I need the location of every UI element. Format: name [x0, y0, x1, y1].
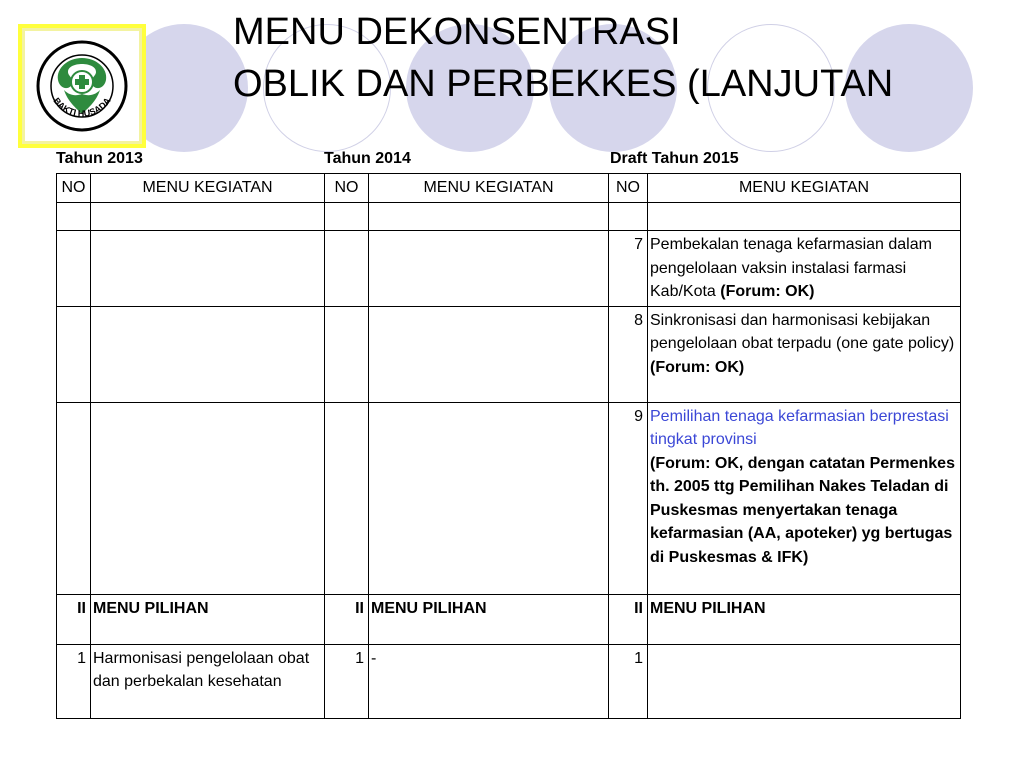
- table-cell: [369, 231, 609, 307]
- table-row: [57, 231, 961, 307]
- year-label-2013: Tahun 2013: [56, 150, 143, 167]
- row9-menu: [648, 402, 961, 594]
- section-label-2015: MENU PILIHAN: [648, 594, 961, 644]
- row9-no: 9: [609, 402, 648, 594]
- last-no-2015: 1: [609, 644, 648, 718]
- header-no-2013: NO: [57, 174, 91, 203]
- table-row: [57, 402, 961, 594]
- table-cell: [57, 306, 91, 402]
- page-title-line-1: MENU DEKONSENTRASI: [233, 11, 681, 53]
- last-no-2013: 1: [57, 644, 91, 718]
- table-cell: [57, 231, 91, 307]
- table-cell: [91, 231, 325, 307]
- table-cell: [57, 402, 91, 594]
- bakti-husada-logo-icon: [34, 38, 130, 134]
- menu-table: [56, 173, 961, 719]
- table-cell: [325, 231, 369, 307]
- row7-forum: (Forum: OK): [720, 283, 815, 300]
- logo-frame: [18, 24, 146, 148]
- table-cell: [325, 203, 369, 231]
- table-cell: [369, 402, 609, 594]
- table-cell: [369, 203, 609, 231]
- table-cell: [57, 203, 91, 231]
- row8-menu: [648, 306, 961, 402]
- last-text-2013: Harmonisasi pengelolaan obat dan perbekalan kesehatan: [91, 644, 325, 718]
- header-menu-2013: MENU KEGIATAN: [91, 174, 325, 203]
- row8-forum: (Forum: OK): [650, 358, 745, 376]
- logo: [22, 28, 142, 144]
- row8-no: 8: [609, 306, 648, 402]
- header-menu-2014: MENU KEGIATAN: [369, 174, 609, 203]
- last-text-2014: -: [369, 644, 609, 718]
- header-no-2014: NO: [325, 174, 369, 203]
- row9-blue-text: Pemilihan tenaga kefarmasian berprestasi tingkat provinsi: [650, 407, 949, 448]
- year-label-2015: Draft Tahun 2015: [610, 150, 739, 167]
- table-row-empty: [57, 203, 961, 231]
- row8-text: Sinkronisasi dan harmonisasi kebijakan pengelolaan obat terpadu (one gate policy): [650, 311, 955, 352]
- row7-no: 7: [609, 231, 648, 307]
- row7-menu: [648, 231, 961, 307]
- table-header-row: [57, 174, 961, 203]
- last-no-2014: 1: [325, 644, 369, 718]
- table-cell: [91, 203, 325, 231]
- table-cell: [609, 203, 648, 231]
- table-cell: [91, 402, 325, 594]
- section-no-2014: II: [325, 594, 369, 644]
- year-label-2014: Tahun 2014: [324, 150, 411, 167]
- header-no-2015: NO: [609, 174, 648, 203]
- page-title-line-2: OBLIK DAN PERBEKKES (LANJUTAN: [233, 63, 894, 105]
- row7-text: Pembekalan tenaga kefarmasian dalam pengelolaan vaksin instalasi farmasi Kab/Kota: [650, 236, 932, 300]
- header-menu-2015: MENU KEGIATAN: [648, 174, 961, 203]
- last-text-2015: [648, 644, 961, 718]
- section-no-2013: II: [57, 594, 91, 644]
- table-cell: [91, 306, 325, 402]
- logo-text: BAKTI HUSADA: [51, 95, 113, 119]
- table-cell: [648, 203, 961, 231]
- table-row-last: [57, 644, 961, 718]
- table-cell: [325, 306, 369, 402]
- section-label-2013: MENU PILIHAN: [91, 594, 325, 644]
- table-row: [57, 306, 961, 402]
- section-row-menu-pilihan: [57, 594, 961, 644]
- section-no-2015: II: [609, 594, 648, 644]
- row9-forum: (Forum: OK, dengan catatan Permenkes th. 2005 ttg Pemilihan Nakes Teladan di Puskesmas menyertakan tenaga kefarmasian (AA, apoteker) yg bertugas di Puskesmas & IFK): [650, 454, 955, 566]
- table-cell: [369, 306, 609, 402]
- section-label-2014: MENU PILIHAN: [369, 594, 609, 644]
- table-cell: [325, 402, 369, 594]
